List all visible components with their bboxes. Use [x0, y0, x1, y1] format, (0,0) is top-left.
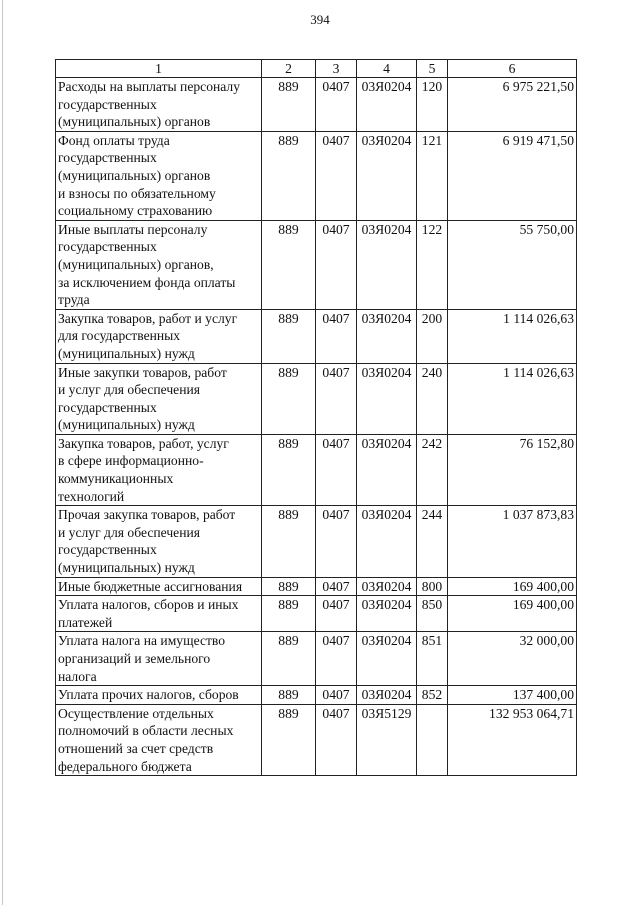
table-row	[56, 131, 577, 220]
row-amount: 6 975 221,50	[448, 78, 577, 132]
table-row	[56, 506, 577, 577]
table-row	[56, 704, 577, 775]
row-col3: 0407	[316, 220, 357, 309]
row-col3: 0407	[316, 506, 357, 577]
table-row	[56, 78, 577, 132]
row-amount: 169 400,00	[448, 577, 577, 596]
row-col3: 0407	[316, 704, 357, 775]
row-name: Уплата налога на имущество организаций и земельного налога	[56, 632, 262, 686]
row-col4: 03Я0204	[357, 577, 417, 596]
row-col2: 889	[262, 577, 316, 596]
row-col4: 03Я0204	[357, 78, 417, 132]
row-col2: 889	[262, 434, 316, 505]
table-row	[56, 632, 577, 686]
row-col4: 03Я5129	[357, 704, 417, 775]
row-name: Закупка товаров, работ и услуг для государственных (муниципальных) нужд	[56, 309, 262, 363]
row-col4: 03Я0204	[357, 309, 417, 363]
row-amount: 32 000,00	[448, 632, 577, 686]
row-col2: 889	[262, 596, 316, 632]
row-col3: 0407	[316, 309, 357, 363]
column-header-3: 3	[316, 60, 357, 78]
row-name: Иные выплаты персоналу государственных (муниципальных) органов, за исключением фонда оплаты труда	[56, 220, 262, 309]
row-amount: 55 750,00	[448, 220, 577, 309]
row-col5: 200	[417, 309, 448, 363]
row-col3: 0407	[316, 632, 357, 686]
row-amount: 169 400,00	[448, 596, 577, 632]
row-col3: 0407	[316, 434, 357, 505]
row-name: Фонд оплаты труда государственных (муниципальных) органов и взносы по обязательному социальному страхованию	[56, 131, 262, 220]
row-col4: 03Я0204	[357, 506, 417, 577]
row-col4: 03Я0204	[357, 434, 417, 505]
row-amount: 132 953 064,71	[448, 704, 577, 775]
row-col2: 889	[262, 632, 316, 686]
row-col4: 03Я0204	[357, 220, 417, 309]
row-col2: 889	[262, 686, 316, 705]
row-col2: 889	[262, 220, 316, 309]
row-col2: 889	[262, 363, 316, 434]
row-amount: 1 114 026,63	[448, 363, 577, 434]
column-header-1: 1	[56, 60, 262, 78]
row-col2: 889	[262, 704, 316, 775]
row-name: Закупка товаров, работ, услуг в сфере информационно- коммуникационных технологий	[56, 434, 262, 505]
row-col3: 0407	[316, 131, 357, 220]
row-col5: 800	[417, 577, 448, 596]
table-row	[56, 363, 577, 434]
row-col5: 240	[417, 363, 448, 434]
budget-table	[55, 59, 577, 776]
header-row	[56, 60, 577, 78]
row-col2: 889	[262, 506, 316, 577]
table-row	[56, 434, 577, 505]
row-col4: 03Я0204	[357, 596, 417, 632]
row-col2: 889	[262, 309, 316, 363]
row-name: Уплата прочих налогов, сборов	[56, 686, 262, 705]
page-number: 394	[310, 12, 330, 27]
row-col5: 851	[417, 632, 448, 686]
row-col4: 03Я0204	[357, 632, 417, 686]
table-row	[56, 577, 577, 596]
row-amount: 76 152,80	[448, 434, 577, 505]
table-row	[56, 309, 577, 363]
table-row	[56, 596, 577, 632]
row-col5: 244	[417, 506, 448, 577]
row-col5: 120	[417, 78, 448, 132]
row-name: Осуществление отдельных полномочий в области лесных отношений за счет средств федерального бюджета	[56, 704, 262, 775]
row-name: Иные закупки товаров, работ и услуг для обеспечения государственных (муниципальных) нужд	[56, 363, 262, 434]
row-col5: 852	[417, 686, 448, 705]
row-col3: 0407	[316, 78, 357, 132]
row-col3: 0407	[316, 577, 357, 596]
row-col3: 0407	[316, 686, 357, 705]
row-amount: 6 919 471,50	[448, 131, 577, 220]
row-col4: 03Я0204	[357, 363, 417, 434]
row-name: Уплата налогов, сборов и иных платежей	[56, 596, 262, 632]
column-header-5: 5	[417, 60, 448, 78]
row-name: Прочая закупка товаров, работ и услуг для обеспечения государственных (муниципальных) нужд	[56, 506, 262, 577]
row-col5	[417, 704, 448, 775]
row-col5: 122	[417, 220, 448, 309]
row-col5: 850	[417, 596, 448, 632]
row-amount: 137 400,00	[448, 686, 577, 705]
row-name: Расходы на выплаты персоналу государственных (муниципальных) органов	[56, 78, 262, 132]
row-col3: 0407	[316, 596, 357, 632]
row-amount: 1 037 873,83	[448, 506, 577, 577]
table-row	[56, 686, 577, 705]
row-col2: 889	[262, 78, 316, 132]
row-col4: 03Я0204	[357, 131, 417, 220]
column-header-6: 6	[448, 60, 577, 78]
column-header-4: 4	[357, 60, 417, 78]
table-row	[56, 220, 577, 309]
row-col4: 03Я0204	[357, 686, 417, 705]
row-col3: 0407	[316, 363, 357, 434]
row-col5: 121	[417, 131, 448, 220]
row-name: Иные бюджетные ассигнования	[56, 577, 262, 596]
row-amount: 1 114 026,63	[448, 309, 577, 363]
column-header-2: 2	[262, 60, 316, 78]
row-col5: 242	[417, 434, 448, 505]
row-col2: 889	[262, 131, 316, 220]
scan-edge-line	[2, 0, 3, 905]
